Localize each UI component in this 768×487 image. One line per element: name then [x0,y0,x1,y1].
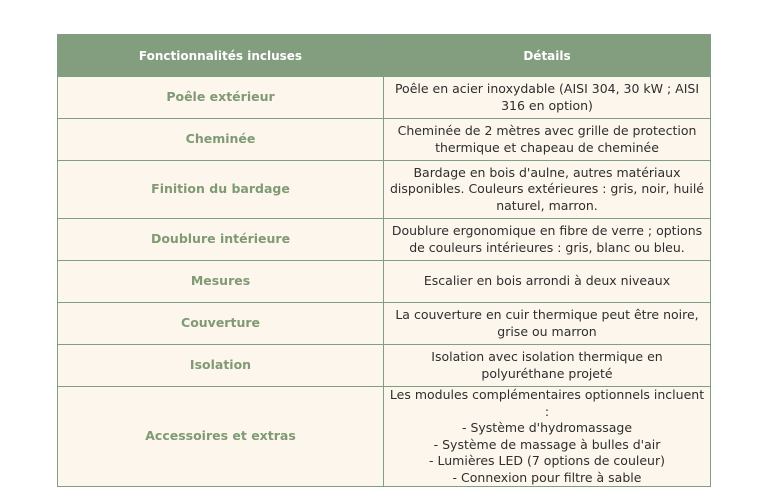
detail-cell: La couverture en cuir thermique peut être noire, grise ou marron [384,303,711,345]
detail-cell: Cheminée de 2 mètres avec grille de protection thermique et chapeau de cheminée [384,119,711,161]
detail-cell: Bardage en bois d'aulne, autres matériaux disponibles. Couleurs extérieures : gris, noir, huilé naturel, marron. [384,161,711,219]
table-body [58,77,711,487]
feature-cell: Cheminée [58,119,384,161]
feature-cell: Poêle extérieur [58,77,384,119]
features-table [57,34,711,487]
header-feature: Fonctionnalités incluses [58,35,384,77]
detail-cell: Doublure ergonomique en fibre de verre ; options de couleurs intérieures : gris, blanc ou bleu. [384,219,711,261]
header-row [58,35,711,77]
feature-cell: Isolation [58,345,384,387]
feature-cell: Doublure intérieure [58,219,384,261]
table-row [58,387,711,487]
table-row [58,119,711,161]
table-row [58,303,711,345]
detail-cell: Escalier en bois arrondi à deux niveaux [384,261,711,303]
detail-cell: Isolation avec isolation thermique en polyuréthane projeté [384,345,711,387]
table-row [58,77,711,119]
feature-cell: Mesures [58,261,384,303]
table-row [58,261,711,303]
table-row [58,161,711,219]
detail-cell: Poêle en acier inoxydable (AISI 304, 30 kW ; AISI 316 en option) [384,77,711,119]
table-row [58,219,711,261]
table-header [58,35,711,77]
feature-cell: Couverture [58,303,384,345]
detail-cell: Les modules complémentaires optionnels incluent : - Système d'hydromassage - Système de massage à bulles d'air - Lumières LED (7 options de couleur) - Connexion pour filtre à sable [384,387,711,487]
feature-cell: Finition du bardage [58,161,384,219]
feature-cell: Accessoires et extras [58,387,384,487]
table-row [58,345,711,387]
header-detail: Détails [384,35,711,77]
